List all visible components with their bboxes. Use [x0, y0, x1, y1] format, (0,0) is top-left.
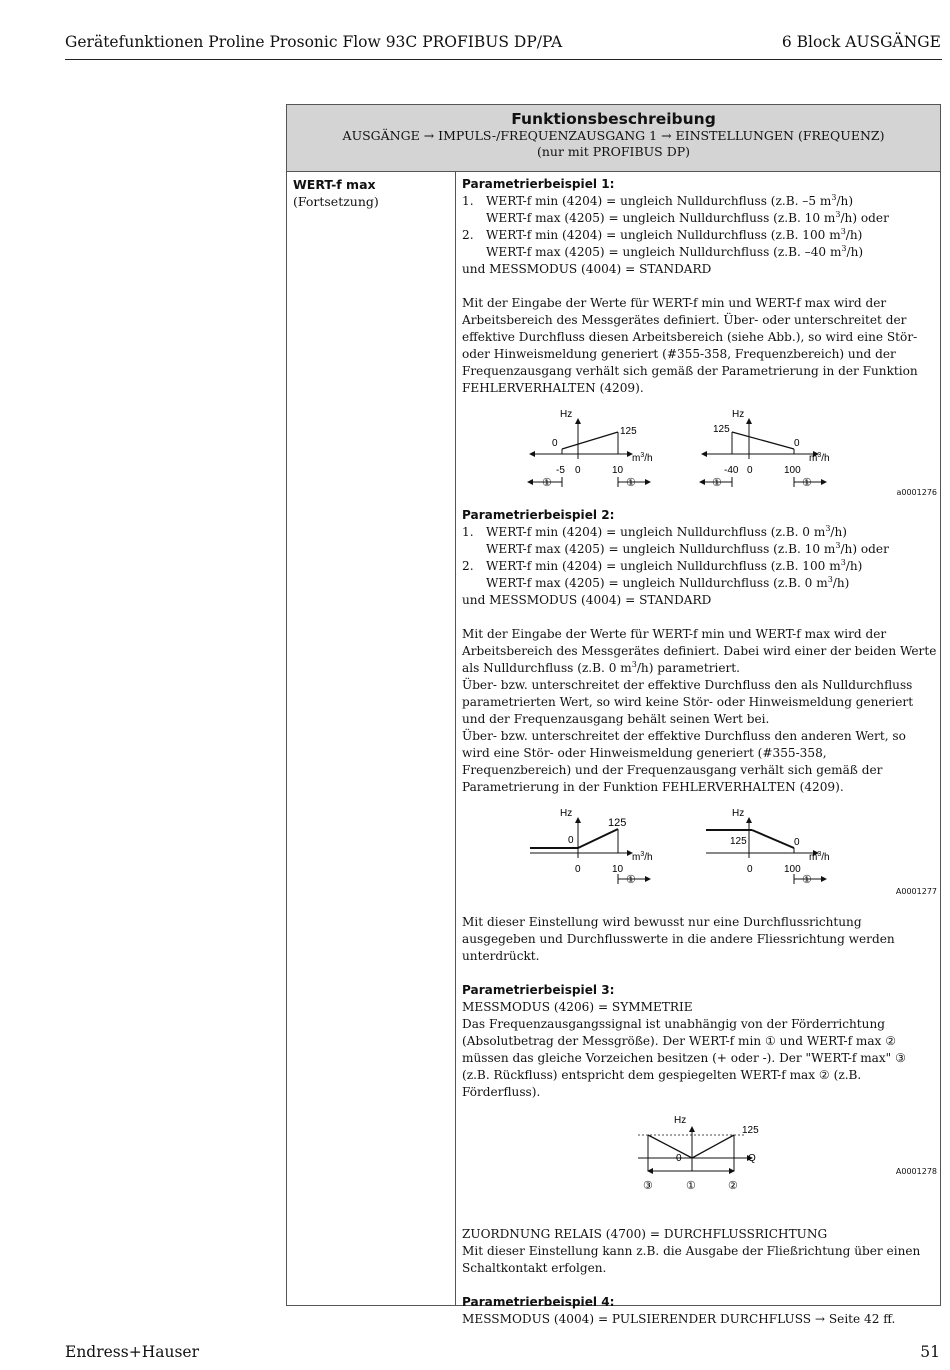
diagram-1b-mark-right: ①	[802, 477, 812, 489]
example-4-line-1: MESSMODUS (4004) = PULSIERENDER DURCHFLUSS → Seite 42 ff.	[462, 1312, 896, 1326]
example-4-heading: Parametrierbeispiel 4:	[462, 1295, 615, 1309]
function-continuation: (Fortsetzung)	[293, 194, 379, 209]
diagram-2b-zero-label: 0	[794, 837, 800, 848]
table-header	[287, 105, 940, 172]
example-2-paragraph-3: Über- bzw. unterschreitet der effektive Durchfluss den anderen Wert, so wird eine Stör- oder Hinweismeldung generiert (#355-358, Frequenzbereich) und der Frequenzausgang verhält sich gemäß der Parametrierung in der Funktion FEHLERVERHALTEN (4209).	[462, 729, 906, 794]
ex1-l3-text: WERT-f min (4204) = ungleich Nulldurchfluss (z.B. 100 $m^3/h$)	[486, 226, 863, 242]
diagram-1b-mark-left: ①	[712, 477, 722, 489]
example-3-line-1: MESSMODUS (4206) = SYMMETRIE	[462, 1000, 693, 1014]
diagram-2b-mark: ①	[802, 874, 812, 886]
figure-id: a0001276	[896, 488, 937, 497]
relay-description: Mit dieser Einstellung kann z.B. die Ausgabe der Fließrichtung über einen Schaltkontakt erfolgen.	[462, 1244, 921, 1275]
figure-id: A0001277	[895, 887, 937, 896]
diagram-1a-zero-label: 0	[552, 438, 558, 449]
example-2-line-4: WERT-f max (4205) = ungleich Nulldurchfluss (z.B. 0 $m^3/h$)	[486, 574, 850, 590]
diagram-1a-mark-left: ①	[542, 477, 552, 489]
table-note: (nur mit PROFIBUS DP)	[536, 144, 691, 159]
diagram-2b-top-label: 125	[730, 836, 747, 847]
diagram-1a-x3: 10	[612, 465, 624, 476]
example-3-paragraph: Das Frequenzausgangssignal ist unabhängig von der Förderrichtung (Absolutbetrag der Messgröße). Der WERT-f min ① und WERT-f max ② müssen das gleiche Vorzeichen besitzen (+ oder -). Der "WERT-f max" ③ (z.B. Rückfluss) entspricht dem gespiegelten WERT-f max ② (z.B. Förderfluss).	[462, 1017, 906, 1099]
footer-brand: Endress+Hauser	[65, 1343, 199, 1361]
example-2-line-5: und MESSMODUS (4004) = STANDARD	[462, 593, 712, 607]
diagram-1b-x2: 0	[747, 465, 753, 476]
flow-range-diagram-2	[462, 796, 937, 914]
symmetry-mark-3: ③	[643, 1180, 653, 1192]
symmetry-top-label: 125	[742, 1125, 759, 1136]
diagram-1a-x2: 0	[575, 465, 581, 476]
ex2-l3-text: WERT-f min (4204) = ungleich Nulldurchfluss (z.B. 100 $m^3/h$)	[486, 557, 863, 573]
example-3-heading: Parametrierbeispiel 3:	[462, 983, 615, 997]
diagram-2a-top-label: 125	[608, 817, 627, 829]
diagram-1a-top-label: 125	[620, 426, 637, 437]
example-2-line-1: 1. WERT-f min (4204) = ungleich Nulldurchfluss (z.B. 0 $m^3/h$)	[462, 523, 847, 539]
figure-a0001276	[462, 397, 937, 507]
symmetry-diagram	[462, 1101, 937, 1226]
menu-path: AUSGÄNGE → IMPULS-/FREQUENZAUSGANG 1 → EINSTELLUNGEN (FREQUENZ)	[342, 128, 885, 143]
example-2-after: Mit dieser Einstellung wird bewusst nur eine Durchflussrichtung ausgegeben und Durchflusswerte in die andere Fliessrichtung werden unterdrückt.	[462, 915, 895, 963]
diagram-2b-unit-label: $m^3/h$	[809, 851, 830, 863]
diagram-2a-x3: 10	[612, 864, 624, 875]
example-1-line-3: 2. WERT-f min (4204) = ungleich Nulldurchfluss (z.B. 100 $m^3/h$)	[462, 226, 863, 242]
diagram-1b-zero-label: 0	[794, 438, 800, 449]
running-header-section: 6 Block AUSGÄNGE	[781, 33, 941, 51]
function-table	[286, 104, 941, 1326]
diagram-2a-unit-label: $m^3/h$	[632, 851, 653, 863]
symmetry-hz-label: Hz	[674, 1115, 687, 1126]
symmetry-q-label: Q	[748, 1153, 756, 1164]
example-2-paragraph-2: Über- bzw. unterschreitet der effektive Durchfluss den als Nulldurchfluss parametrierten Wert, so wird keine Stör- oder Hinweismeldung generiert und der Frequenzausgang behält seinen Wert bei.	[462, 678, 914, 726]
flow-range-diagram-1	[462, 397, 937, 507]
function-name: WERT-f max	[293, 177, 376, 192]
diagram-2b-x3: 100	[784, 864, 801, 875]
example-1-heading: Parametrierbeispiel 1:	[462, 177, 615, 191]
symmetry-mark-2: ②	[728, 1180, 738, 1192]
diagram-1b-top-label: 125	[713, 424, 730, 435]
figure-a0001278	[462, 1101, 937, 1226]
example-1-line-1: 1. WERT-f min (4204) = ungleich Nulldurchfluss (z.B. –5 $m^3/h$)	[462, 192, 854, 208]
example-1-line-4: WERT-f max (4205) = ungleich Nulldurchfluss (z.B. –40 $m^3/h$)	[486, 243, 864, 259]
example-1-line-2: WERT-f max (4205) = ungleich Nulldurchfluss (z.B. 10 $m^3/h$) oder	[486, 209, 889, 225]
diagram-1a-hz-label: Hz	[560, 409, 573, 420]
column-divider	[455, 171, 456, 1305]
diagram-1b-x3: 100	[784, 465, 801, 476]
symmetry-zero-label: 0	[676, 1153, 682, 1164]
diagram-2b-hz-label: Hz	[732, 808, 745, 819]
diagram-1a-unit-label: $m^3/h$	[632, 452, 653, 464]
diagram-1b-x1: -40	[724, 465, 739, 476]
figure-id: A0001278	[895, 1167, 937, 1176]
symmetry-mark-1: ①	[686, 1180, 696, 1192]
header-rule	[65, 59, 942, 60]
diagram-1b-unit-label: $m^3/h$	[809, 452, 830, 464]
function-name-cell	[293, 176, 379, 210]
example-1-line-5: und MESSMODUS (4004) = STANDARD	[462, 262, 712, 276]
example-2-line-2: WERT-f max (4205) = ungleich Nulldurchfluss (z.B. 10 $m^3/h$) oder	[486, 540, 889, 556]
running-header-title: Gerätefunktionen Proline Prosonic Flow 93C PROFIBUS DP/PA	[65, 33, 563, 51]
diagram-1a-mark-right: ①	[626, 477, 636, 489]
symmetry-plot	[638, 1127, 752, 1171]
ex2-l1-text: WERT-f min (4204) = ungleich Nulldurchfluss (z.B. 0 $m^3/h$)	[486, 523, 847, 539]
example-2-paragraph-1: Mit der Eingabe der Werte für WERT-f min und WERT-f max wird der Arbeitsbereich des Messgerätes definiert. Dabei wird einer der beiden Werte als Nulldurchfluss (z.B. 0 $m^3/h$) parametriert.	[462, 627, 937, 675]
diagram-1b-hz-label: Hz	[732, 409, 745, 420]
example-2-heading: Parametrierbeispiel 2:	[462, 508, 615, 522]
diagram-2a-hz-label: Hz	[560, 808, 573, 819]
diagram-2a-x2: 0	[575, 864, 581, 875]
example-1-paragraph: Mit der Eingabe der Werte für WERT-f min und WERT-f max wird der Arbeitsbereich des Messgerätes definiert. Über- oder unterschreitet der effektive Durchfluss diesen Arbeitsbereich (siehe Abb.), so wird eine Stör- oder Hinweismeldung generiert (#355-358, Frequenzbereich) und der Frequenzausgang verhält sich gemäß der Parametrierung in der Funktion FEHLERVERHALTEN (4209).	[462, 296, 918, 395]
diagram-2a-mark: ①	[626, 874, 636, 886]
diagram-2a-zero-label: 0	[568, 835, 574, 846]
diagram-2b-x2: 0	[747, 864, 753, 875]
description-cell	[462, 176, 937, 1328]
relay-assignment: ZUORDNUNG RELAIS (4700) = DURCHFLUSSRICHTUNG	[462, 1227, 828, 1241]
table-title: Funktionsbeschreibung	[511, 110, 716, 128]
ex1-l1-text: WERT-f min (4204) = ungleich Nulldurchfluss (z.B. –5 $m^3/h$)	[486, 192, 854, 208]
figure-a0001277	[462, 796, 937, 914]
page-number: 51	[920, 1343, 940, 1361]
diagram-1a-x1: -5	[556, 465, 565, 476]
example-2-line-3: 2. WERT-f min (4204) = ungleich Nulldurchfluss (z.B. 100 $m^3/h$)	[462, 557, 863, 573]
